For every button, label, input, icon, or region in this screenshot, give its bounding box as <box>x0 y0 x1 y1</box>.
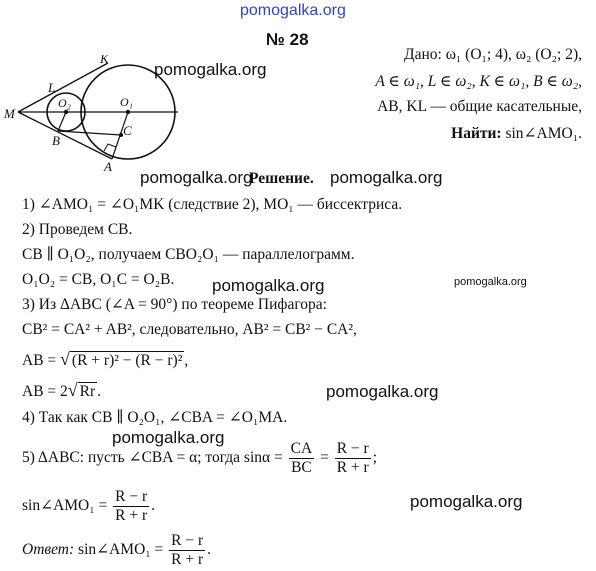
step-3: 3) Из ΔABC (∠A = 90°) по теореме Пифагора: <box>22 296 327 313</box>
given-find <box>451 124 582 143</box>
step-5-frac-1 <box>289 440 315 477</box>
frac-1-num: CA <box>290 440 313 457</box>
watermark-6: pomogalka.org <box>326 382 439 401</box>
label-o1: O₁ <box>120 95 133 109</box>
point-o2 <box>64 110 68 114</box>
step-5-eq: = <box>316 448 333 466</box>
right-angle-mark <box>104 144 116 151</box>
watermark-1: pomogalka.org <box>154 60 267 79</box>
step-6-lhs: sin∠AMO₁ = <box>22 496 112 514</box>
step-2b: CB ∥ O₁O₂, получаем CBO₂O₁ — параллелограмм. <box>22 246 355 263</box>
label-o2: O₂ <box>58 96 71 110</box>
watermark-8: pomogalka.org <box>410 492 523 511</box>
step-3c-lhs: AB = <box>22 352 61 369</box>
label-b: B <box>52 133 60 148</box>
step-4: 4) Так как CB ∥ O₂O₁, ∠CBA = ∠O₁MA. <box>22 409 288 426</box>
step-3d-lhs: AB = 2 <box>22 383 68 400</box>
point-o1 <box>126 110 130 114</box>
answer-frac <box>169 532 205 569</box>
radius-o2b <box>58 112 66 131</box>
tangent-ab <box>18 112 112 159</box>
label-k: K <box>100 55 109 66</box>
watermark-5: pomogalka.org <box>454 276 527 288</box>
watermark-2: pomogalka.org <box>140 168 253 187</box>
frac-3-num: R − r <box>115 488 148 505</box>
step-5-text: 5) ΔABC: пусть ∠CBA = α; тогда sinα = <box>22 448 287 466</box>
step-1: 1) ∠AMO₁ = ∠O₁MK (следствие 2), MO₁ — биссектриса. <box>22 196 403 213</box>
answer-label: Ответ: <box>22 540 75 558</box>
step-2: 2) Проведем CB. <box>22 221 133 238</box>
frac-1-den: BC <box>291 458 312 476</box>
watermark-4: pomogalka.org <box>212 276 325 295</box>
watermark-top: pomogalka.org <box>240 2 346 19</box>
given-line-1: Дано: ω₁ (O₁; 4), ω₂ (O₂; 2), <box>404 46 582 63</box>
watermark-3: pomogalka.org <box>330 168 443 187</box>
frac-3-den: R + r <box>115 506 148 524</box>
problem-number: № 28 <box>266 30 309 49</box>
answer: Ответ: sin∠AMO₁ = $\frac{R - r}{R + r}$ . <box>22 532 212 568</box>
find-label: Найти: <box>451 125 502 142</box>
step-3c-root: (R + r)² − (R − r)² <box>71 352 183 369</box>
answer-lhs: sin∠AMO₁ = <box>74 540 168 558</box>
solution-title: Решение. <box>249 170 314 187</box>
step-3b: CB² = CA² + AB², следовательно, AB² = CB² − CA², <box>22 321 357 338</box>
step-6-frac <box>113 488 149 525</box>
label-a: A <box>104 159 112 174</box>
step-3d-root: Rr <box>79 383 96 400</box>
given-line-2: A ∈ ω₁, L ∈ ω₂, K ∈ ω₁, B ∈ ω₂, <box>375 73 582 90</box>
step-3d: AB = 2√ Rr . <box>22 380 102 400</box>
label-c: C <box>123 123 132 138</box>
frac-4-num: R − r <box>171 532 204 549</box>
find-value: sin∠AMO₁. <box>501 125 582 142</box>
step-3c: AB = √ (R + r)² − (R − r)² , <box>22 349 189 369</box>
segment-cb <box>58 131 121 135</box>
watermark-7: pomogalka.org <box>112 428 225 447</box>
step-2c: O₁O₂ = CB, O₁C = O₂B. <box>22 271 175 288</box>
frac-2-num: R − r <box>336 440 369 457</box>
label-m: M <box>4 106 15 121</box>
step-5: 5) ΔABC: пусть ∠CBA = α; тогда sinα = $\frac{CA}{BC}$ = $\frac{R - r}{R + r}$ ; <box>22 440 377 476</box>
given-line-3: AB, KL — общие касательные, <box>377 98 582 115</box>
step-6: sin∠AMO₁ = $\frac{R - r}{R + r}$ . <box>22 488 156 524</box>
frac-2-den: R + r <box>336 458 369 476</box>
step-5-frac-2 <box>335 440 371 477</box>
frac-4-den: R + r <box>171 550 204 568</box>
label-l: L <box>48 80 56 95</box>
